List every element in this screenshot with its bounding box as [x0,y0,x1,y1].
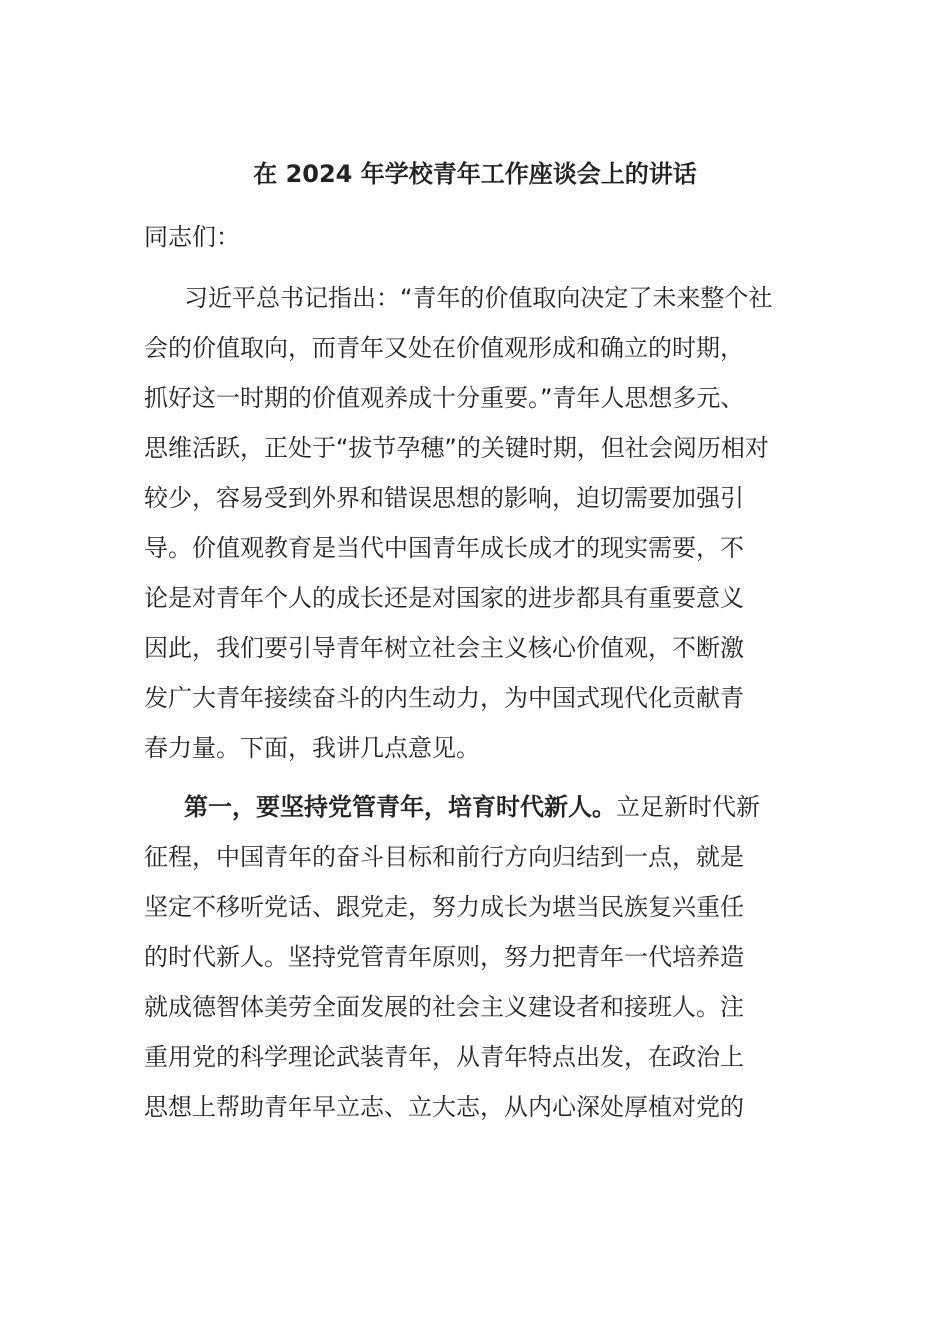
salutation: 同志们： [144,223,240,251]
section-heading-continuation: 立足新时代新 [616,793,760,821]
paragraph-line: 抓好这一时期的价值观养成十分重要。”青年人思想多元、 [144,384,745,412]
document-title: 在 2024 年学校青年工作座谈会上的讲话 [253,160,697,188]
paragraph-line: 就成德智体美劳全面发展的社会主义建设者和接班人。注 [144,993,744,1021]
paragraph-line: 征程，中国青年的奋斗目标和前行方向归结到一点，就是 [144,843,744,871]
paragraph-line: 坚定不移听党话、跟党走，努力成长为堪当民族复兴重任 [144,893,744,921]
paragraph-line: 较少，容易受到外界和错误思想的影响，迫切需要加强引 [144,484,744,512]
paragraph-line: 春力量。下面，我讲几点意见。 [144,734,480,762]
paragraph-intro [144,273,808,773]
section-heading: 第一，要坚持党管青年，培育时代新人。 [184,793,616,821]
paragraph-line: 思维活跃，正处于“拔节孕穗”的关键时期，但社会阅历相对 [144,434,769,462]
paragraph-line: 发广大青年接续奋斗的内生动力，为中国式现代化贡献青 [144,684,744,712]
paragraph-line: 因此，我们要引导青年树立社会主义核心价值观，不断激 [144,634,744,662]
paragraph-first-point [144,782,808,1132]
paragraph-line: 的时代新人。坚持党管青年原则，努力把青年一代培养造 [144,943,744,971]
paragraph-line-first [144,782,808,832]
paragraph-line: 论是对青年个人的成长还是对国家的进步都具有重要意义 [144,584,744,612]
paragraph-line: 思想上帮助青年早立志、立大志，从内心深处厚植对党的 [144,1093,744,1121]
paragraph-line: 习近平总书记指出：“青年的价值取向决定了未来整个社 [184,284,773,312]
paragraph-line: 会的价值取向，而青年又处在价值观形成和确立的时期， [144,334,744,362]
paragraph-line: 导。价值观教育是当代中国青年成长成才的现实需要，不 [144,534,744,562]
paragraph-line: 重用党的科学理论武装青年，从青年特点出发，在政治上 [144,1043,744,1071]
